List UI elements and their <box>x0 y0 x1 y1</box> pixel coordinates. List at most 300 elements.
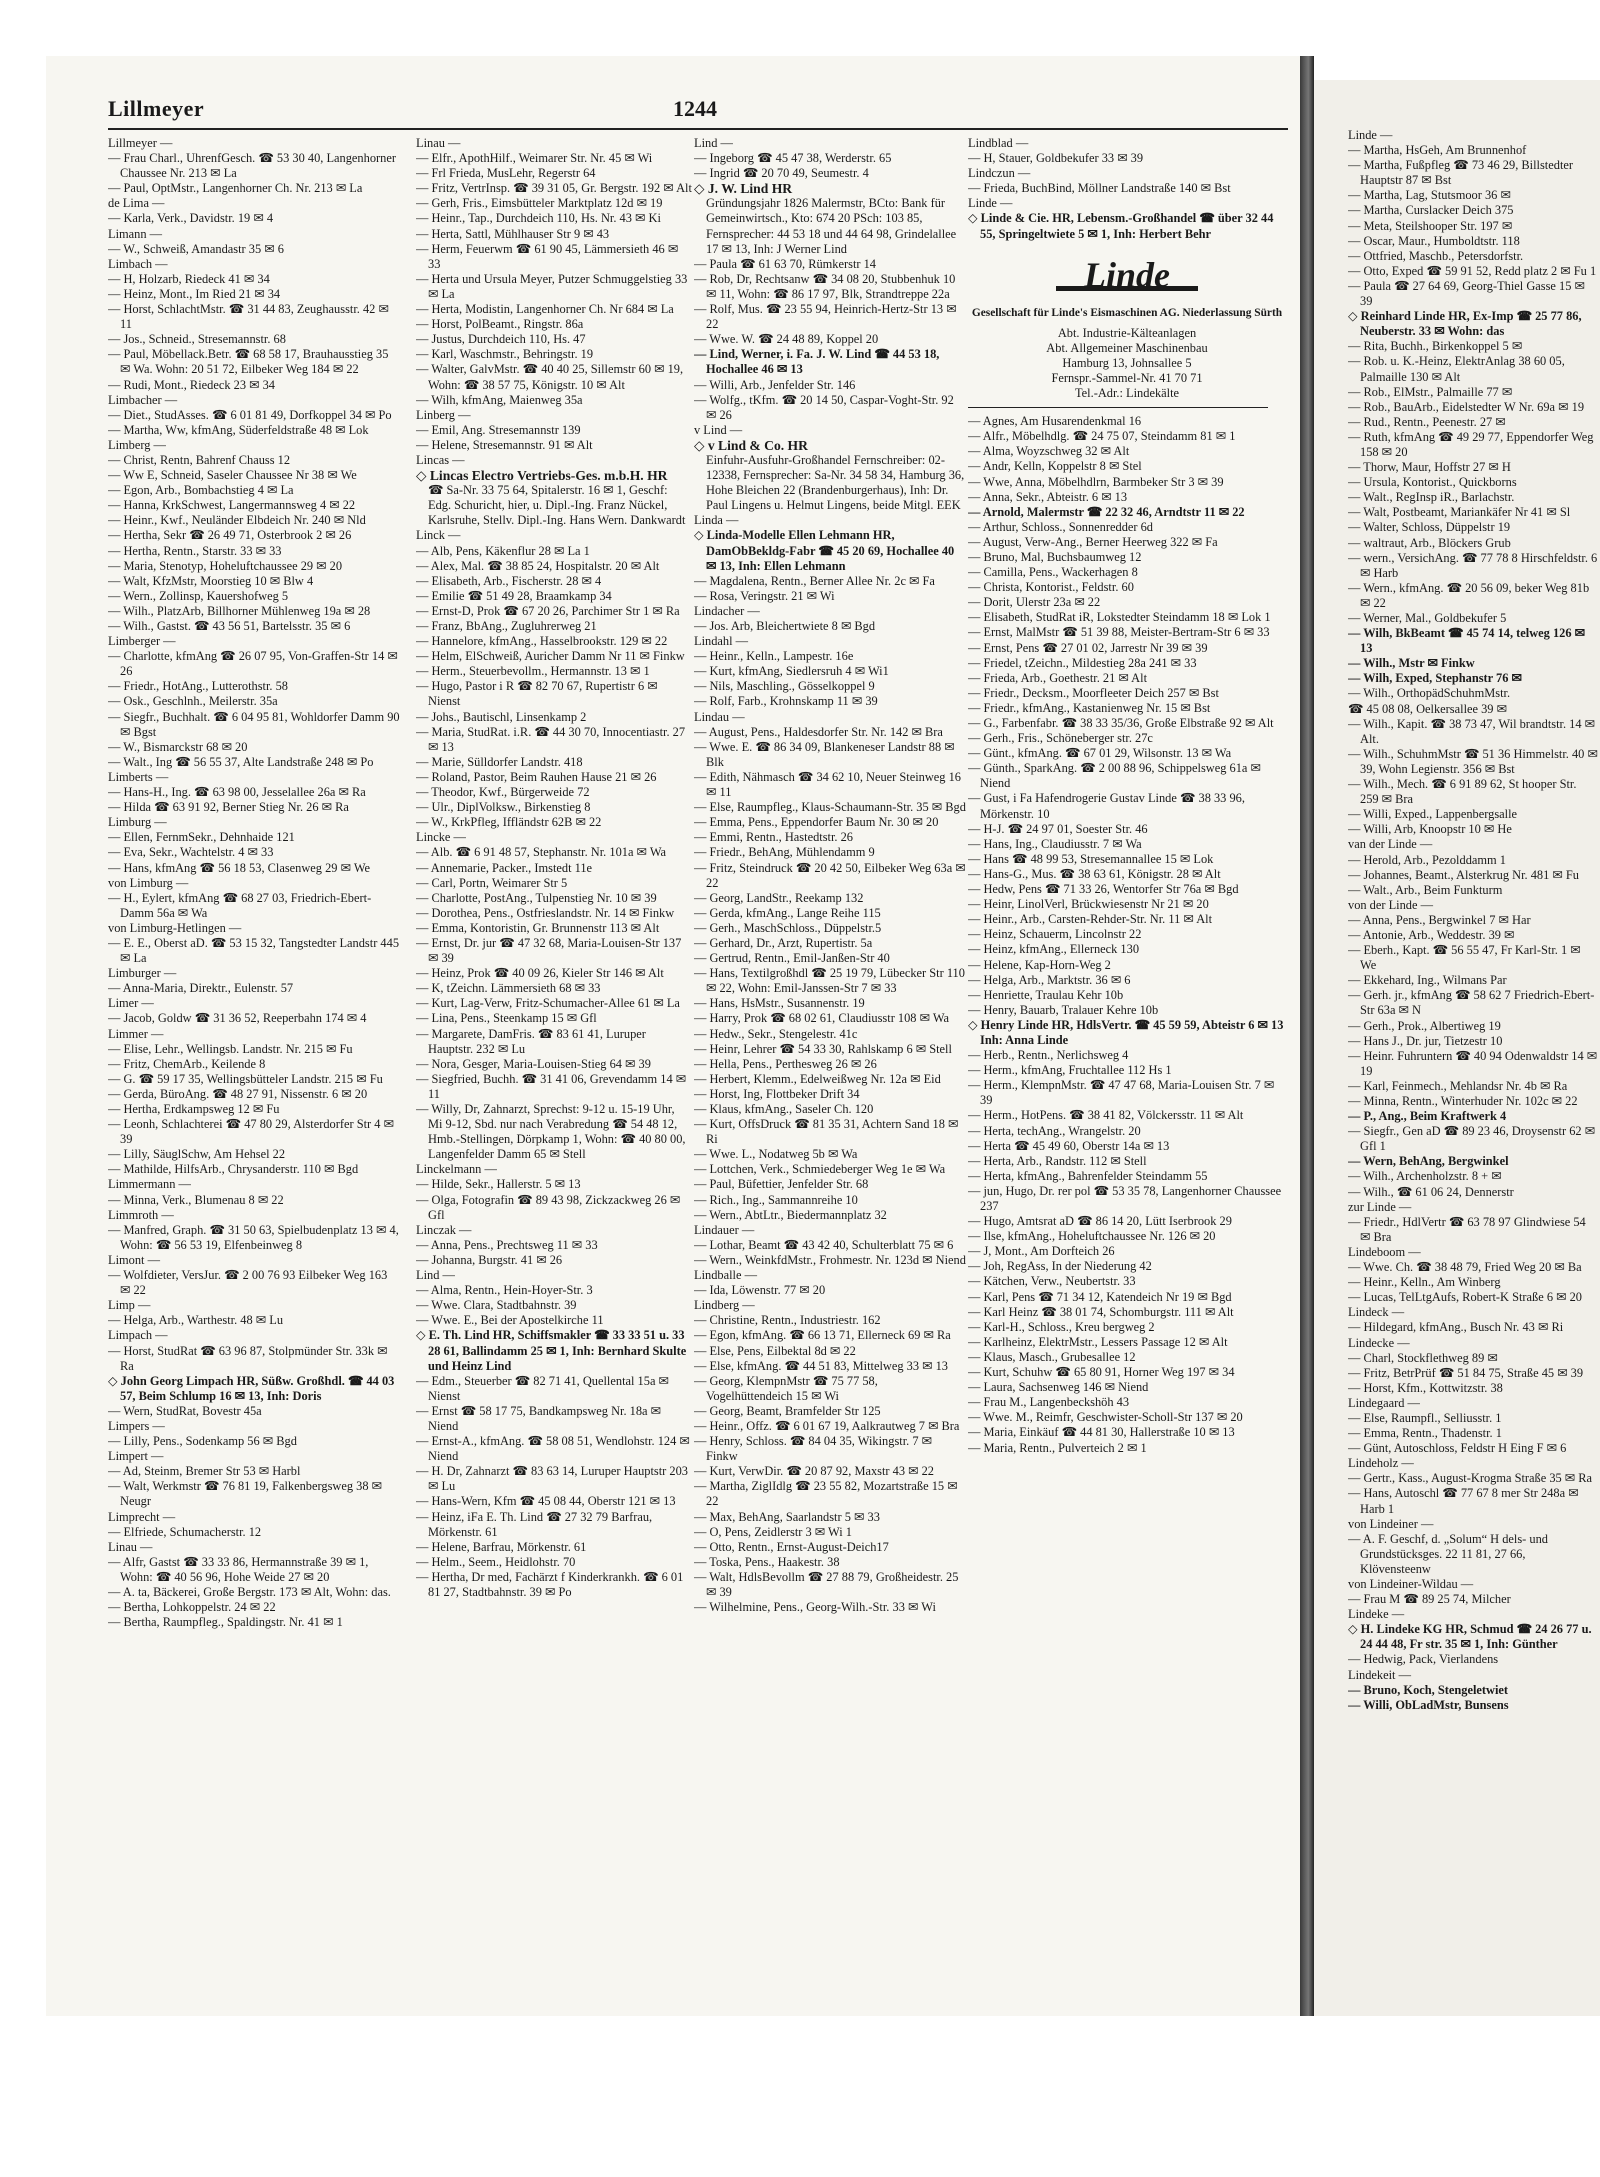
directory-entry: — Jacob, Goldw ☎ 31 36 52, Reeperbahn 174 ✉ 4 <box>108 1011 367 1026</box>
directory-entry: — Hugo, Amtsrat aD ☎ 86 14 20, Lütt Iserbrook 29 <box>968 1214 1232 1229</box>
directory-entry: — Walt., RegInsp iR., Barlachstr. <box>1348 490 1515 505</box>
directory-entry: — Henry, Bauarb, Tralauer Kehre 10b <box>968 1002 1159 1017</box>
directory-entry: — Margarete, DamFris. ☎ 83 61 41, Luruper Hauptstr. 232 ✉ Lu <box>416 1026 646 1056</box>
directory-entry: — Edm., Steuerber ☎ 82 71 41, Quellental 15a ✉ Nienst <box>416 1373 669 1403</box>
surname-heading: Lindballe — <box>694 1268 757 1283</box>
directory-entry: — Friedr., kfmAng., Kastanienweg Nr. 15 ✉ Bst <box>968 700 1211 715</box>
directory-entry: — Lilly, Pens., Sodenkamp 56 ✉ Bgd <box>108 1434 297 1449</box>
surname-heading: Limpert — <box>108 1449 164 1464</box>
directory-entry: — Paul, Büfettier, Jenfelder Str. 68 <box>694 1177 869 1192</box>
surname-heading: Linda — <box>694 513 739 528</box>
linde-ad-title: Gesellschaft für Linde's Eismaschinen AG. Niederlassung Sürth <box>971 306 1283 319</box>
directory-entry: — Elfr., ApothHilf., Weimarer Str. Nr. 45 ✉ Wi <box>416 151 653 166</box>
page-header-name: Lillmeyer <box>108 96 205 121</box>
directory-entry: — Ursula, Kontorist., Quickborns <box>1348 475 1517 490</box>
directory-entry: — Willy, Dr, Zahnarzt, Sprechst: 9-12 u. 15-19 Uhr, Mi 9-12, Sbd. nur nach Verabredung ☎ 54 48 12, Hmb.-Stellingen, Dörpkamp 1, Wohn: ☎ 40 80 00, Langenfelder Damm 65 ✉ Stell <box>416 1102 686 1162</box>
directory-entry: — Wolfdieter, VersJur. ☎ 2 00 76 93 Eilbeker Weg 163 ✉ 22 <box>108 1268 388 1298</box>
directory-entry: — Elisabeth, StudRat iR, Lokstedter Steindamm 18 ✉ Lok 1 <box>968 610 1271 625</box>
directory-entry: — Friedr., HotAng., Lutterothstr. 58 <box>108 679 288 694</box>
directory-entry: — Siegfr., Gen aD ☎ 89 23 46, Droysenstr 62 ✉ Gfl 1 <box>1348 1124 1596 1154</box>
directory-entry: — Olga, Fotografin ☎ 89 43 98, Zickzackweg 26 ✉ Gfl <box>416 1192 681 1222</box>
directory-entry: — Anna, Sekr., Abteistr. 6 ✉ 13 <box>968 489 1128 504</box>
surname-heading: Lindegaard — <box>1348 1395 1420 1410</box>
directory-entry: ◇ Henry Linde HR, HdlsVertr. ☎ 45 59 59, Abteistr 6 ✉ 13 Inh: Anna Linde <box>968 1017 1284 1047</box>
directory-entry: — H-J. ☎ 24 97 01, Soester Str. 46 <box>968 821 1148 836</box>
directory-entry: Gründungsjahr 1826 Malermstr, BCto: Bank für Gemeinwirtsch., Kto: 674 20 PSch: 103 85, Fernsprecher: 44 53 18 und 44 64 98, Grindelallee 17 ✉ 13, Inh: J Werner Lind <box>706 196 957 256</box>
linde-ad-lines <box>968 326 1286 401</box>
directory-entry: — Minna, Verk., Blumenau 8 ✉ 22 <box>108 1192 284 1207</box>
directory-entry: — Georg, LandStr., Reekamp 132 <box>694 890 864 905</box>
directory-entry: — Kurt, OffsDruck ☎ 81 35 31, Achtern Sand 18 ✉ Ri <box>694 1117 959 1147</box>
directory-entry: — Rob., ElMstr., Palmaille 77 ✉ <box>1348 384 1513 399</box>
directory-entry: — Fritz, Steindruck ☎ 20 42 50, Eilbeker Weg 63a ✉ 22 <box>694 860 966 890</box>
directory-entry: — Charl, Stockflethweg 89 ✉ <box>1348 1350 1498 1365</box>
directory-entry: — H., Eylert, kfmAng ☎ 68 27 03, Friedrich-Ebert-Damm 56a ✉ Wa <box>108 890 372 920</box>
directory-entry: — Hans-G., Mus. ☎ 38 63 61, Königstr. 28 ✉ Alt <box>968 866 1221 881</box>
directory-entry: — Arthur, Schloss., Sonnenredder 6d <box>968 519 1153 534</box>
directory-entry: — Alex, Mal. ☎ 38 85 24, Hospitalstr. 20 ✉ Alt <box>416 558 660 573</box>
directory-entry: — Wilh., Mstr ✉ Finkw <box>1348 656 1475 671</box>
directory-entry: — Friedr., HdlVertr ☎ 63 78 97 Glindwiese 54 ✉ Bra <box>1348 1214 1586 1244</box>
directory-entry: — Jos. Arb, Bleichertwiete 8 ✉ Bgd <box>694 619 876 633</box>
directory-entry: — Emil, Ang. Stresemannstr 139 <box>416 422 581 437</box>
directory-entry: — Wwe. E. ☎ 86 34 09, Blankeneser Landstr 88 ✉ Blk <box>694 739 955 769</box>
surname-heading: Lillmeyer — <box>108 136 173 150</box>
directory-entry: — Rudi, Mont., Riedeck 23 ✉ 34 <box>108 377 275 392</box>
directory-entry: ◇ E. Th. Lind HR, Schiffsmakler ☎ 33 33 51 u. 33 28 61, Ballindamm 25 ✉ 1, Inh: Bernhard Skulte und Heinz Lind <box>416 1328 687 1373</box>
surname-heading: Lindekeit — <box>1348 1667 1411 1682</box>
directory-entry: — Joh, RegAss, In der Niederung 42 <box>968 1259 1152 1274</box>
directory-entry: — Gust, i Fa Hafendrogerie Gustav Linde ☎ 38 33 96, Mörkenstr. 10 <box>968 791 1245 821</box>
surname-heading: Limbacher — <box>108 392 178 407</box>
directory-entry: ◇ Reinhard Linde HR, Ex-Imp ☎ 25 77 86, Neuberstr. 33 ✉ Wohn: das <box>1348 309 1582 339</box>
directory-entry: — Wwe. Ch. ☎ 38 48 79, Fried Weg 20 ✉ Ba <box>1348 1260 1582 1275</box>
directory-entry: — Heinr., Offz. ☎ 6 01 67 19, Aalkrautweg 7 ✉ Bra <box>694 1418 960 1433</box>
surname-heading: Limberger — <box>108 634 176 649</box>
surname-heading: Lindeboom — <box>1348 1244 1421 1259</box>
surname-heading: Limburger — <box>108 966 177 981</box>
surname-heading: Lindblad — <box>968 136 1029 150</box>
directory-entry: — Paula ☎ 61 63 70, Rümkerstr 14 <box>694 256 877 271</box>
linde-ad-line: Abt. Allgemeiner Maschinenbau <box>1046 340 1208 355</box>
directory-entry: — Herta, Sattl, Mühlhauser Str 9 ✉ 43 <box>416 226 610 241</box>
directory-entry: — Walter, GalvMstr. ☎ 40 40 25, Sillemstr 60 ✉ 19, Wohn: ☎ 38 57 75, Königstr. 10 ✉ Alt <box>416 362 684 392</box>
directory-entry: — Karlheinz, ElektrMstr., Lessers Passage 12 ✉ Alt <box>968 1334 1228 1349</box>
directory-entry: — Wilh., OrthopädSchuhmMstr. <box>1348 686 1511 701</box>
directory-entry: — Elfriede, Schumacherstr. 12 <box>108 1524 262 1539</box>
directory-entry: — Carl, Portn, Weimarer Str 5 <box>416 875 568 890</box>
directory-entry: — Gerh, Fris., Eimsbütteler Marktplatz 12d ✉ 19 <box>416 196 663 211</box>
directory-entry: — Günth., SparkAng. ☎ 2 00 88 96, Schippelsweg 61a ✉ Niend <box>968 761 1261 791</box>
directory-entry: — Hertha, Dr med, Fachärzt f Kinderkrankh. ☎ 6 01 81 27, Stadtbahnstr. 39 ✉ Po <box>416 1569 684 1599</box>
directory-entry: — Wwe, Anna, Möbelhdlrn, Barmbeker Str 3 ✉ 39 <box>968 474 1224 489</box>
surname-heading: Lind — <box>694 136 733 150</box>
surname-heading: Limburg — <box>108 815 167 830</box>
directory-entry: — Eberh., Kapt. ☎ 56 55 47, Fr Karl-Str. 1 ✉ We <box>1348 943 1581 973</box>
directory-entry: — Johs., Bautischl, Linsenkamp 2 <box>416 709 587 724</box>
directory-entry: — Gerda, kfmAng., Lange Reihe 115 <box>694 905 881 920</box>
directory-entry: — Willi, Arb., Jenfelder Str. 146 <box>694 377 856 392</box>
directory-entry: — Martha, Fußpfleg ☎ 73 46 29, Billstedter Hauptstr 87 ✉ Bst <box>1348 158 1574 188</box>
directory-entry: — Frau Charl., UhrenfGesch. ☎ 53 30 40, Langenhorner Chaussee Nr. 213 ✉ La <box>108 151 396 181</box>
directory-entry: — Karl Heinz ☎ 38 01 74, Schomburgstr. 111 ✉ Alt <box>968 1304 1234 1319</box>
directory-entry: — Ernst-A., kfmAng. ☎ 58 08 51, Wendlohstr. 124 ✉ Niend <box>416 1434 690 1464</box>
directory-entry: — Frau M., Langenbeckshöh 43 <box>968 1395 1130 1410</box>
directory-entry: — Max, BehAng, Saarlandstr 5 ✉ 33 <box>694 1509 880 1524</box>
directory-entry: — Herold, Arb., Pezolddamm 1 <box>1348 852 1506 867</box>
directory-entry: — Henry, Schloss. ☎ 84 04 35, Wikingstr. 7 ✉ Finkw <box>694 1434 933 1464</box>
directory-entry: — Manfred, Graph. ☎ 31 50 63, Spielbudenplatz 13 ✉ 4, Wohn: ☎ 56 53 19, Elfenbeinweg 8 <box>108 1222 399 1252</box>
directory-entry: — Wilh., SchuhmMstr ☎ 51 36 Himmelstr. 40 ✉ 39, Wohn Legienstr. 356 ✉ Bst <box>1348 746 1598 776</box>
directory-entry: — Wilh., Kapit. ☎ 38 73 47, Wil brandtstr. 14 ✉ Alt. <box>1348 716 1596 746</box>
directory-entry: — Emmi, Rentn., Hastedtstr. 26 <box>694 830 854 845</box>
directory-entry: — Wilh, kfmAng, Maienweg 35a <box>416 392 583 407</box>
surname-heading: Lindecke — <box>1348 1335 1410 1350</box>
directory-entry: — Paula ☎ 27 64 69, Georg-Thiel Gasse 15 ✉ 39 <box>1348 278 1585 309</box>
directory-entry: — Helga, Arb., Warthestr. 48 ✉ Lu <box>108 1313 284 1328</box>
directory-entry: — Heinr. Fuhruntern ☎ 40 94 Odenwaldstr 14 ✉ 19 <box>1348 1048 1598 1078</box>
directory-entry: — Ekkehard, Ing., Wilmans Par <box>1348 973 1507 988</box>
running-head <box>108 96 1288 128</box>
directory-entry: — Ulr., DiplVolksw., Birkenstieg 8 <box>416 800 591 815</box>
surname-heading: Limprecht — <box>108 1509 176 1524</box>
directory-entry: — Emilie ☎ 51 49 28, Braamkamp 34 <box>416 588 612 603</box>
directory-entry: — Wilh., Archenholzstr. 8 + ✉ <box>1348 1169 1502 1184</box>
directory-entry: — Ida, Löwenstr. 77 ✉ 20 <box>694 1283 826 1298</box>
directory-entry: — Gerhard, Dr., Arzt, Rupertistr. 5a <box>694 935 873 950</box>
directory-entry: — Lucas, TelLtgAufs, Robert-K Straße 6 ✉ 20 <box>1348 1290 1582 1305</box>
directory-entry: — Walt., Arb., Beim Funkturm <box>1348 882 1503 897</box>
directory-entry: — Wilh., Gastst. ☎ 43 56 51, Bartelsstr. 35 ✉ 6 <box>108 619 351 633</box>
directory-entry: — Charlotte, kfmAng ☎ 26 07 95, Von-Graffen-Str 14 ✉ 26 <box>108 649 398 679</box>
linde-advertisement <box>968 256 1286 401</box>
surname-heading: Limberg — <box>108 437 166 452</box>
directory-entry: — Theodor, Kwf., Bürgerweide 72 <box>416 785 590 800</box>
directory-entry: — Herbert, Klemm., Edelweißweg Nr. 12a ✉ Eid <box>694 1071 941 1086</box>
directory-entry: — Rob. u. K.-Heinz, ElektrAnlag 38 60 05, Palmaille 130 ✉ Alt <box>1348 354 1565 384</box>
directory-entry: — August, Verw-Ang., Berner Heerweg 322 ✉ Fa <box>968 534 1218 549</box>
directory-entry: — Bruno, Koch, Stengeletwiet <box>1348 1682 1509 1697</box>
directory-entry: — Willi, Exped., Lappenbergsalle <box>1348 807 1518 822</box>
directory-entry: ☎ 45 08 08, Oelkersallee 39 ✉ <box>1348 701 1507 716</box>
directory-entry: ◇ John Georg Limpach HR, Süßw. Großhdl. ☎ 44 03 57, Beim Schlump 16 ✉ 13, Inh: Doris <box>108 1373 395 1403</box>
directory-entry: — Else, Pens, Eilbektal 8d ✉ 22 <box>694 1343 856 1358</box>
directory-entry: — Emma, Rentn., Thadenstr. 1 <box>1348 1426 1502 1441</box>
directory-entry: — Laura, Sachsenweg 146 ✉ Niend <box>968 1380 1149 1395</box>
directory-entry: — Horst, StudRat ☎ 63 96 87, Stolpmünder Str. 33k ✉ Ra <box>108 1343 388 1373</box>
directory-entry: ◇ v Lind & Co. HR <box>694 437 808 453</box>
directory-entry: — Fritz, BetrPrüf ☎ 51 84 75, Straße 45 ✉ 39 <box>1348 1365 1584 1380</box>
directory-entry: — Dorothea, Pens., Ostfrieslandstr. Nr. 14 ✉ Finkw <box>416 905 675 920</box>
surname-heading: v Lind — <box>694 422 743 437</box>
directory-entry: — Hans, kfmAng ☎ 56 18 53, Clasenweg 29 ✉ We <box>108 860 371 875</box>
directory-entry: — Harry, Prok ☎ 68 02 61, Claudiusstr 108 ✉ Wa <box>694 1011 950 1026</box>
directory-entry: — Gertrud, Rentn., Emil-Janßen-Str 40 <box>694 951 890 966</box>
surname-heading: Linczak — <box>416 1222 472 1237</box>
directory-entry: — Kätchen, Verw., Neubertstr. 33 <box>968 1274 1136 1289</box>
directory-entry: — Kurt, Schuhw ☎ 65 80 91, Horner Weg 197 ✉ 34 <box>968 1365 1235 1380</box>
directory-entry: — Else, kfmAng. ☎ 44 51 83, Mittelweg 33 ✉ 13 <box>694 1358 948 1373</box>
directory-entry: — Günt, Autoschloss, Feldstr H Eing F ✉ 6 <box>1348 1441 1567 1456</box>
directory-entry: — Osk., Geschlnh., Meilerstr. 35a <box>108 694 278 709</box>
directory-entry: — Frl Frieda, MusLehr, Regerstr 64 <box>416 166 596 181</box>
directory-entry: — Ernst-D, Prok ☎ 67 20 26, Parchimer Str 1 ✉ Ra <box>416 603 680 618</box>
directory-entry: — Gerh., Fris., Schöneberger str. 27c <box>968 731 1153 746</box>
directory-entry: — W., KrkPfleg, Iffländstr 62B ✉ 22 <box>416 815 602 830</box>
directory-entry: — Rich., Ing., Sammannreihe 10 <box>694 1192 858 1207</box>
surname-heading: van der Linde — <box>1348 837 1433 852</box>
directory-entry: — Martha, Ww, kfmAng, Süderfeldstraße 48 ✉ Lok <box>108 422 369 437</box>
directory-entry: — Helene, Barfrau, Mörkenstr. 61 <box>416 1539 587 1554</box>
directory-entry: — Helene, Kap-Horn-Weg 2 <box>968 957 1111 972</box>
directory-entry: — Alfr, Gastst ☎ 33 33 86, Hermannstraße 39 ✉ 1, Wohn: ☎ 40 56 96, Hohe Weide 27 ✉ 20 <box>108 1554 369 1584</box>
surname-heading: Limer — <box>108 996 154 1011</box>
directory-entry: — Walt, KfzMstr, Moorstieg 10 ✉ Blw 4 <box>108 573 314 588</box>
directory-entry: — Herm., HotPens. ☎ 38 41 82, Völckersstr. 11 ✉ Alt <box>968 1108 1244 1123</box>
surname-heading: Lindauer — <box>694 1222 755 1237</box>
directory-entry: — Eva, Sekr., Wachtelstr. 4 ✉ 33 <box>108 845 274 860</box>
directory-entry: — Willi, Arb, Knoopstr 10 ✉ He <box>1348 822 1512 837</box>
directory-entry: — Jos., Schneid., Stresemannstr. 68 <box>108 332 286 347</box>
directory-entry: — wern., VersichAng. ☎ 77 78 8 Hirschfeldstr. 6 ✉ Harb <box>1348 550 1598 580</box>
directory-entry: — Hildegard, kfmAng., Busch Nr. 43 ✉ Ri <box>1348 1320 1564 1335</box>
directory-entry: — Marie, Sülldorfer Landstr. 418 <box>416 754 583 769</box>
directory-entry: — August, Pens., Haldesdorfer Str. Nr. 142 ✉ Bra <box>694 724 943 739</box>
directory-entry: — Walt, Postbeamt, Mariankäfer Nr 41 ✉ Sl <box>1348 505 1571 520</box>
directory-entry: — Wwe. E., Bei der Apostelkirche 11 <box>416 1313 604 1328</box>
directory-entry: — Hedw, Pens ☎ 71 33 26, Wentorfer Str 76a ✉ Bgd <box>968 882 1239 897</box>
directory-entry: — Willi, ObLadMstr, Bunsens <box>1348 1697 1509 1712</box>
directory-entry: — Rolf, Farb., Krohnskamp 11 ✉ 39 <box>694 694 878 709</box>
surname-heading: Limpers — <box>108 1418 165 1433</box>
directory-entry: — Alfr., Möbelhdlg. ☎ 24 75 07, Steindamm 81 ✉ 1 <box>968 429 1236 444</box>
linde-ad-line: Abt. Industrie-Kälteanlagen <box>1057 325 1197 340</box>
directory-entry: — Helga, Arb., Marktstr. 36 ✉ 6 <box>968 972 1131 987</box>
directory-entry: — Bertha, Lohkoppelstr. 24 ✉ 22 <box>108 1600 276 1615</box>
directory-entry: — Egon, Arb., Bombachstieg 4 ✉ La <box>108 483 294 498</box>
column-2 <box>416 136 692 1976</box>
directory-entry: — H. Dr, Zahnarzt ☎ 83 63 14, Luruper Hauptstr 203 ✉ Lu <box>416 1464 688 1494</box>
directory-entry: — Friedr., Decksm., Moorfleeter Deich 257 ✉ Bst <box>968 685 1219 700</box>
directory-entry: — Hertha, Erdkampsweg 12 ✉ Fu <box>108 1102 280 1116</box>
surname-heading: de Lima — <box>108 196 165 211</box>
directory-entry: — H, Stauer, Goldbekufer 33 ✉ 39 <box>968 151 1144 166</box>
linde-ad-line: Fernspr.-Sammel-Nr. 41 70 71 <box>1051 370 1203 385</box>
directory-entry: — Leonh, Schlachterei ☎ 47 80 29, Alsterdorfer Str 4 ✉ 39 <box>108 1117 394 1147</box>
directory-entry: — Rosa, Veringstr. 21 ✉ Wi <box>694 588 835 603</box>
directory-entry: — Walt, HdlsBevollm ☎ 27 88 79, Großheidestr. 25 ✉ 39 <box>694 1569 959 1599</box>
directory-entry: — Johannes, Beamt., Alsterkrug Nr. 481 ✉ Fu <box>1348 867 1579 882</box>
directory-entry: — Hannelore, kfmAng., Hasselbrookstr. 129 ✉ 22 <box>416 634 668 649</box>
surname-heading: von der Linde — <box>1348 897 1433 912</box>
directory-entry: — Wilh., ☎ 61 06 24, Dennerstr <box>1348 1184 1514 1199</box>
directory-entry: — Friedel, tZeichn., Mildestieg 28a 241 ✉ 33 <box>968 655 1197 670</box>
directory-entry: — Emma, Pens., Eppendorfer Baum Nr. 30 ✉ 20 <box>694 815 939 830</box>
directory-entry: ◇ J. W. Lind HR <box>694 181 793 197</box>
directory-entry: — Hugo, Pastor i R ☎ 82 70 67, Rupertistr 6 ✉ Nienst <box>416 679 658 709</box>
directory-entry: — Karla, Verk., Davidstr. 19 ✉ 4 <box>108 211 274 226</box>
header-rule <box>108 128 1288 130</box>
directory-entry: — Lind, Werner, i. Fa. J. W. Lind ☎ 44 53 18, Hochallee 46 ✉ 13 <box>694 347 940 377</box>
directory-entry: — Paul, OptMstr., Langenhorner Ch. Nr. 213 ✉ La <box>108 181 363 196</box>
surname-heading: Lindahl — <box>694 634 749 649</box>
directory-entry: — Heinz, iFa E. Th. Lind ☎ 27 32 79 Barfrau, Mörkenstr. 61 <box>416 1509 653 1539</box>
directory-entry: — Lothar, Beamt ☎ 43 42 40, Schulterblatt 75 ✉ 6 <box>694 1237 954 1252</box>
directory-entry: — Georg, Beamt, Bramfelder Str 125 <box>694 1403 881 1418</box>
directory-entry: ◇ Linda-Modelle Ellen Lehmann HR, DamObBekldg-Fabr ☎ 45 20 69, Hochallee 40 ✉ 13, Inh: Ellen Lehmann <box>694 528 955 573</box>
directory-entry: — Frieda, BuchBind, Möllner Landstraße 140 ✉ Bst <box>968 181 1231 196</box>
directory-entry: — Alb, Pens, Käkenflur 28 ✉ La 1 <box>416 543 590 558</box>
directory-entry: — Franz, BbAng., Zugluhrerweg 21 <box>416 619 597 633</box>
directory-entry: — Siegfried, Buchh. ☎ 31 41 06, Grevendamm 14 ✉ 11 <box>416 1071 687 1101</box>
directory-entry: — Heinr, LinolVerl, Brückwiesenstr Nr 21 ✉ 20 <box>968 897 1209 912</box>
directory-entry: — Hertha, Sekr ☎ 26 49 71, Osterbrook 2 ✉ 26 <box>108 528 352 543</box>
directory-entry: — Helene, Stresemannstr. 91 ✉ Alt <box>416 437 593 452</box>
directory-entry: — Anna, Pens., Bergwinkel 7 ✉ Har <box>1348 912 1531 927</box>
directory-entry: — Horst, PolBeamt., Ringstr. 86a <box>416 317 584 332</box>
directory-entry: — Martha, Lag, Stutsmoor 36 ✉ <box>1348 188 1511 203</box>
directory-entry: — G., Farbenfabr. ☎ 38 33 35/36, Große Elbstraße 92 ✉ Alt <box>968 716 1274 730</box>
directory-entry: — Emma, Kontoristin, Gr. Brunnenstr 113 ✉ Alt <box>416 920 660 935</box>
directory-entry: — Wern, StudRat, Bovestr 45a <box>108 1403 262 1418</box>
directory-entry: — Klaus, Masch., Grubesallee 12 <box>968 1349 1136 1364</box>
directory-entry: — Klaus, kfmAng., Saseler Ch. 120 <box>694 1102 874 1116</box>
directory-entry: — Walt., Ing ☎ 56 55 37, Alte Landstraße 248 ✉ Po <box>108 754 374 769</box>
directory-entry: — Herta und Ursula Meyer, Putzer Schmuggelstieg 33 ✉ La <box>416 271 688 301</box>
surname-heading: Linau — <box>108 1539 153 1554</box>
directory-entry: — Mathilde, HilfsArb., Chrysanderstr. 110 ✉ Bgd <box>108 1162 359 1177</box>
directory-entry: — Alma, Rentn., Hein-Hoyer-Str. 3 <box>416 1283 593 1298</box>
directory-entry: — O, Pens, Zeidlerstr 3 ✉ Wi 1 <box>694 1524 852 1539</box>
directory-entry: — Christ, Rentn, Bahrenf Chauss 12 <box>108 452 291 467</box>
directory-entry: — Nils, Maschling., Gösselkoppel 9 <box>694 679 875 694</box>
directory-entry: — Rob., BauArb., Eidelstedter W Nr. 69a ✉ 19 <box>1348 399 1585 414</box>
directory-entry: — Hertha, Rentn., Starstr. 33 ✉ 33 <box>108 543 282 558</box>
directory-entry: — Helm., Seem., Heidlohstr. 70 <box>416 1554 576 1569</box>
surname-heading: Limont — <box>108 1252 160 1267</box>
surname-heading: Limann — <box>108 226 163 241</box>
directory-entry: — Justus, Durchdeich 110, Hs. 47 <box>416 332 586 347</box>
directory-entry: — Maria, StudRat. i.R. ☎ 44 30 70, Innocentiastr. 27 ✉ 13 <box>416 724 686 754</box>
directory-entry: — Heinr., Kwf., Neuländer Elbdeich Nr. 240 ✉ Nld <box>108 513 366 528</box>
directory-entry: — Wilh, BkBeamt ☎ 45 74 14, telweg 126 ✉ 13 <box>1348 626 1586 656</box>
column-4 <box>968 136 1286 1976</box>
directory-entry: — Otto, Rentn., Ernst-August-Deich17 <box>694 1539 889 1554</box>
surname-heading: Lindacher — <box>694 603 760 618</box>
directory-entry: — P., Ang., Beim Kraftwerk 4 <box>1348 1109 1507 1124</box>
directory-entry: — Hans-H., Ing. ☎ 63 98 00, Jesselallee 26a ✉ Ra <box>108 785 366 800</box>
directory-entry: — Martha, ZiglIdlg ☎ 23 55 82, Mozartstraße 15 ✉ 22 <box>694 1479 958 1509</box>
directory-entry: — Gerh., Prok., Albertiweg 19 <box>1348 1018 1501 1033</box>
directory-entry: — Hedw., Sekr., Stengelestr. 41c <box>694 1026 858 1041</box>
directory-entry: — Hans, HsMstr., Susannenstr. 19 <box>694 996 865 1011</box>
surname-heading: Linde — <box>968 196 1013 211</box>
directory-entry: ◇ Lincas Electro Vertriebs-Ges. m.b.H. HR <box>416 468 668 484</box>
directory-entry: — Wwe. W. ☎ 24 48 89, Koppel 20 <box>694 332 879 347</box>
directory-entry: — Hanna, KrkSchwest, Langermannsweg 4 ✉ 22 <box>108 498 356 513</box>
directory-entry: — Ingrid ☎ 20 70 49, Seumestr. 4 <box>694 166 869 181</box>
directory-entry: — Ernst, MalMstr ☎ 51 39 88, Meister-Bertram-Str 6 ✉ 33 <box>968 625 1270 640</box>
linde-logo-icon <box>1052 256 1202 302</box>
directory-entry: — Elisabeth, Arb., Fischerstr. 28 ✉ 4 <box>416 573 602 588</box>
directory-entry: — Kurt, VerwDir. ☎ 20 87 92, Maxstr 43 ✉ 22 <box>694 1464 935 1479</box>
directory-entry: — Elise, Lehr., Wellingsb. Landstr. Nr. 215 ✉ Fu <box>108 1041 353 1056</box>
directory-entry: — Wwe. Clara, Stadtbahnstr. 39 <box>416 1298 577 1313</box>
directory-entry: — Else, Raumpfleg., Klaus-Schaumann-Str. 35 ✉ Bgd <box>694 800 966 815</box>
directory-entry: — Toska, Pens., Haakestr. 38 <box>694 1554 840 1569</box>
directory-entry: — Herm, Feuerwm ☎ 61 90 45, Lämmersieth 46 ✉ 33 <box>416 241 679 271</box>
directory-entry: — W., Schweiß, Amandastr 35 ✉ 6 <box>108 241 284 256</box>
directory-entry: — Herta, kfmAng., Bahrenfelder Steindamm 55 <box>968 1168 1208 1183</box>
directory-entry: — Ingeborg ☎ 45 47 38, Werderstr. 65 <box>694 151 892 166</box>
directory-entry: — Egon, kfmAng. ☎ 66 13 71, Ellerneck 69 ✉ Ra <box>694 1328 951 1343</box>
surname-heading: Linck — <box>416 528 461 543</box>
directory-entry: — Herta, techAng., Wrangelstr. 20 <box>968 1123 1141 1138</box>
directory-entry: — Wern., kfmAng. ☎ 20 56 09, beker Weg 81b ✉ 22 <box>1348 580 1590 610</box>
directory-entry: — Heinr., Arb., Carsten-Rehder-Str. Nr. 11 ✉ Alt <box>968 912 1213 927</box>
directory-entry: — Rita, Buchh., Birkenkoppel 5 ✉ <box>1348 339 1523 354</box>
directory-entry: — Fritz, VertrInsp. ☎ 39 31 05, Gr. Bergstr. 192 ✉ Alt <box>416 181 692 196</box>
directory-entry: Einfuhr-Ausfuhr-Großhandel Fernschreiber: 02-12338, Fernsprecher: Sa-Nr. 34 58 34, Hamburg 36, Hohe Bleichen 22 (Brandenburgerhaus), Inh: Dr. Paul Lingens u. Helmut Lingens, beide Mitgl. EEK <box>706 452 965 513</box>
directory-entry: — Johanna, Burgstr. 41 ✉ 26 <box>416 1252 563 1267</box>
directory-entry: — Gertr., Kass., August-Krogma Straße 35 ✉ Ra <box>1348 1471 1593 1486</box>
directory-entry: — Karl-H., Schloss., Kreu bergweg 2 <box>968 1319 1155 1334</box>
surname-heading: von Lindeiner — <box>1348 1516 1434 1531</box>
directory-entry: — Georg, KlempnMstr ☎ 75 77 58, Vogelhüttendeich 15 ✉ Wi <box>694 1373 878 1403</box>
directory-entry: — Herta, Modistin, Langenhorner Ch. Nr 684 ✉ La <box>416 302 674 317</box>
surname-heading: Lindau — <box>694 709 745 724</box>
directory-entry: — Heinr, Lehrer ☎ 54 33 30, Rahlskamp 6 ✉ Stell <box>694 1041 952 1056</box>
directory-entry: — Heinz, Schauerm, Lincolnstr 22 <box>968 927 1142 942</box>
directory-entry: — Frieda, Arb., Goethestr. 21 ✉ Alt <box>968 670 1148 685</box>
directory-entry: — Siegfr., Buchhalt. ☎ 6 04 95 81, Wohldorfer Damm 90 ✉ Bgst <box>108 709 400 739</box>
directory-entry: — Roland, Pastor, Beim Rauhen Hause 21 ✉ 26 <box>416 769 657 784</box>
directory-entry: — Christine, Rentn., Industriestr. 162 <box>694 1313 881 1328</box>
directory-entry: — Henriette, Traulau Kehr 10b <box>968 987 1124 1002</box>
surname-heading: Lindeck — <box>1348 1305 1405 1320</box>
directory-entry: — Herb., Rentn., Nerlichsweg 4 <box>968 1048 1129 1063</box>
directory-entry: — Arnold, Malermstr ☎ 22 32 46, Arndtstr 11 ✉ 22 <box>968 504 1245 519</box>
directory-entry: — Christa, Kontorist., Feldstr. 60 <box>968 580 1134 595</box>
directory-entry: — Karl, Waschmstr., Behringstr. 19 <box>416 347 594 362</box>
directory-entry: — Maria, Einkäuf ☎ 44 81 30, Hallerstraße 10 ✉ 13 <box>968 1425 1235 1440</box>
directory-entry: — Maria, Rentn., Pulverteich 2 ✉ 1 <box>968 1440 1147 1455</box>
directory-entry: — Hedwig, Pack, Vierlandens <box>1348 1652 1499 1667</box>
directory-entry: — Hans, Autoschl ☎ 77 67 8 mer Str 248a ✉ Harb 1 <box>1348 1486 1579 1516</box>
directory-entry: — Meta, Steilshooper Str. 197 ✉ <box>1348 218 1513 233</box>
directory-entry: — K, tZeichn. Lämmersieth 68 ✉ 33 <box>416 981 601 996</box>
column-5-facing <box>1348 128 1598 1968</box>
directory-entry: — Anna-Maria, Direktr., Eulenstr. 57 <box>108 981 294 996</box>
directory-entry: — Charlotte, PostAng., Tulpenstieg Nr. 10 ✉ 39 <box>416 890 657 905</box>
directory-entry: — Camilla, Pens., Wackerhagen 8 <box>968 565 1138 580</box>
directory-entry: — jun, Hugo, Dr. rer pol ☎ 53 35 78, Langenhorner Chaussee 237 <box>968 1183 1282 1213</box>
directory-entry: — Wern, BehAng, Bergwinkel <box>1348 1154 1509 1169</box>
directory-entry: — Else, Raumpfl., Selliusstr. 1 <box>1348 1410 1502 1425</box>
column-3 <box>694 136 966 1976</box>
directory-entry: — Ellen, FernmSekr., Dehnhaide 121 <box>108 830 295 845</box>
surname-heading: Limmroth — <box>108 1207 174 1222</box>
page-number: 1244 <box>673 96 717 121</box>
directory-entry: — Walter, Schloss, Düppelstr 19 <box>1348 520 1511 535</box>
directory-entry: — A. ta, Bäckerei, Große Bergstr. 173 ✉ Alt, Wohn: das. <box>108 1585 391 1599</box>
directory-entry: — waltraut, Arb., Blöckers Grub <box>1348 535 1511 550</box>
directory-entry: — Wern., WeinkfdMstr., Frohmestr. Nr. 123d ✉ Niend <box>694 1252 966 1267</box>
directory-entry: — Otto, Exped ☎ 59 91 52, Redd platz 2 ✉ Fu 1 <box>1348 263 1597 278</box>
directory-entry: — Heinr., Kelln., Lampestr. 16e <box>694 649 854 664</box>
directory-entry: — Heinz, Mont., Im Ried 21 ✉ 34 <box>108 286 281 301</box>
directory-entry: — J, Mont., Am Dorfteich 26 <box>968 1244 1115 1259</box>
